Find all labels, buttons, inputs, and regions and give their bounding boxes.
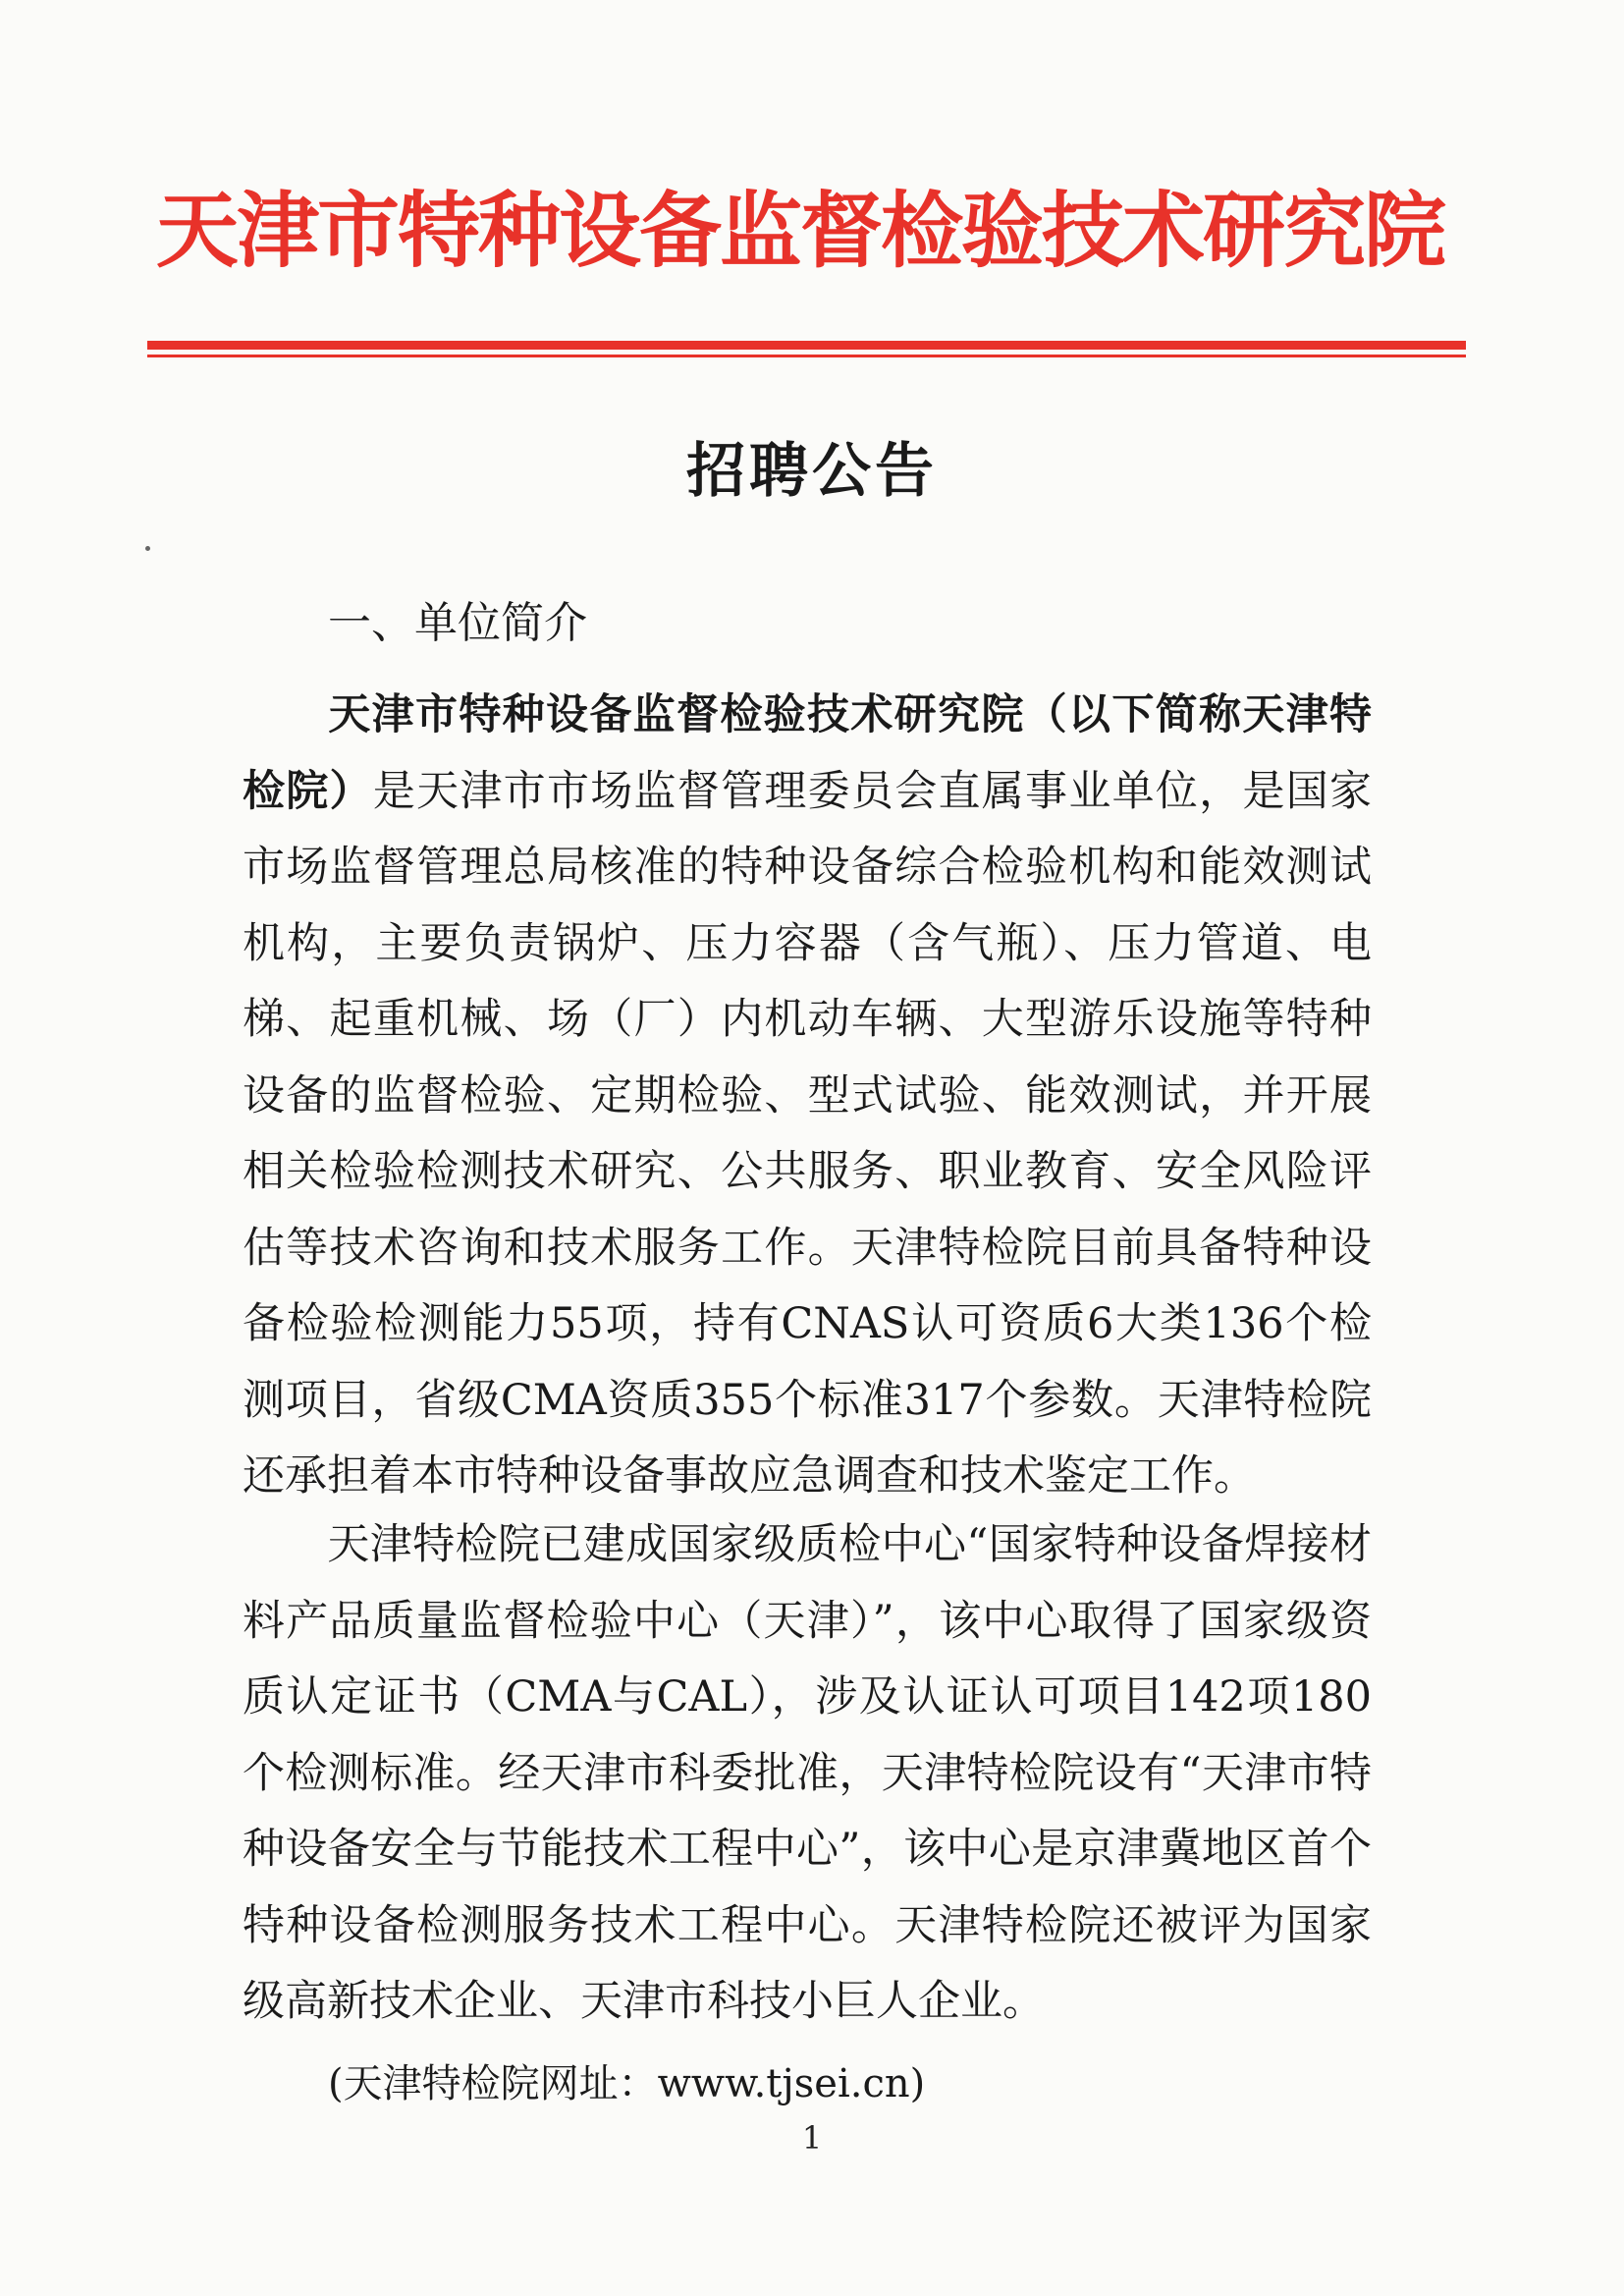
- center-body: 天津特检院已建成国家级质检中心“国家特种设备焊接材料产品质量监督检验中心（天津）”，该中心取得了国家级资质认定证书（CMA与CAL），涉及认证认可项目142项180个检测标准。经天津市科委批准，天津特检院设有“天津市特种设备安全与节能技术工程中心”，该中心是京津冀地区首个特种设备检测服务技术工程中心。天津特检院还被评为国家级高新技术企业、天津市科技小巨人企业。: [243, 1520, 1372, 2026]
- website-note: (天津特检院网址：www.tjsei.cn): [328, 2061, 926, 2106]
- intro-body: 是天津市市场监督管理委员会直属事业单位，是国家市场监督管理总局核准的特种设备综合检验机构和能效测试机构，主要负责锅炉、压力容器（含气瓶）、压力管道、电梯、起重机械、场（厂）内机动车辆、大型游乐设施等特种设备的监督检验、定期检验、型式试验、能效测试，并开展相关检验检测技术研究、公共服务、职业教育、安全风险评估等技术咨询和技术服务工作。天津特检院目前具备特种设备检验检测能力55项，持有CNAS认可资质6大类136个检测项目，省级CMA资质355个标准317个参数。天津特检院还承担着本市特种设备事故应急调查和技术鉴定工作。: [243, 766, 1373, 1501]
- page-number: 1: [801, 2119, 823, 2157]
- intro-paragraph: [243, 678, 1372, 1515]
- scan-speck: [145, 546, 150, 551]
- center-paragraph: [243, 1507, 1372, 2041]
- section-heading: 一、单位简介: [328, 598, 587, 648]
- document-title: 招聘公告: [686, 437, 938, 506]
- header-divider-thin: [147, 355, 1466, 357]
- organization-header: 天津市特种设备监督检验技术研究院: [155, 182, 1444, 279]
- intro-lead-bold: 天津市特种设备监督检验技术研究院（以下简称天津特检院）: [243, 690, 1372, 816]
- header-divider-thick: [147, 341, 1466, 350]
